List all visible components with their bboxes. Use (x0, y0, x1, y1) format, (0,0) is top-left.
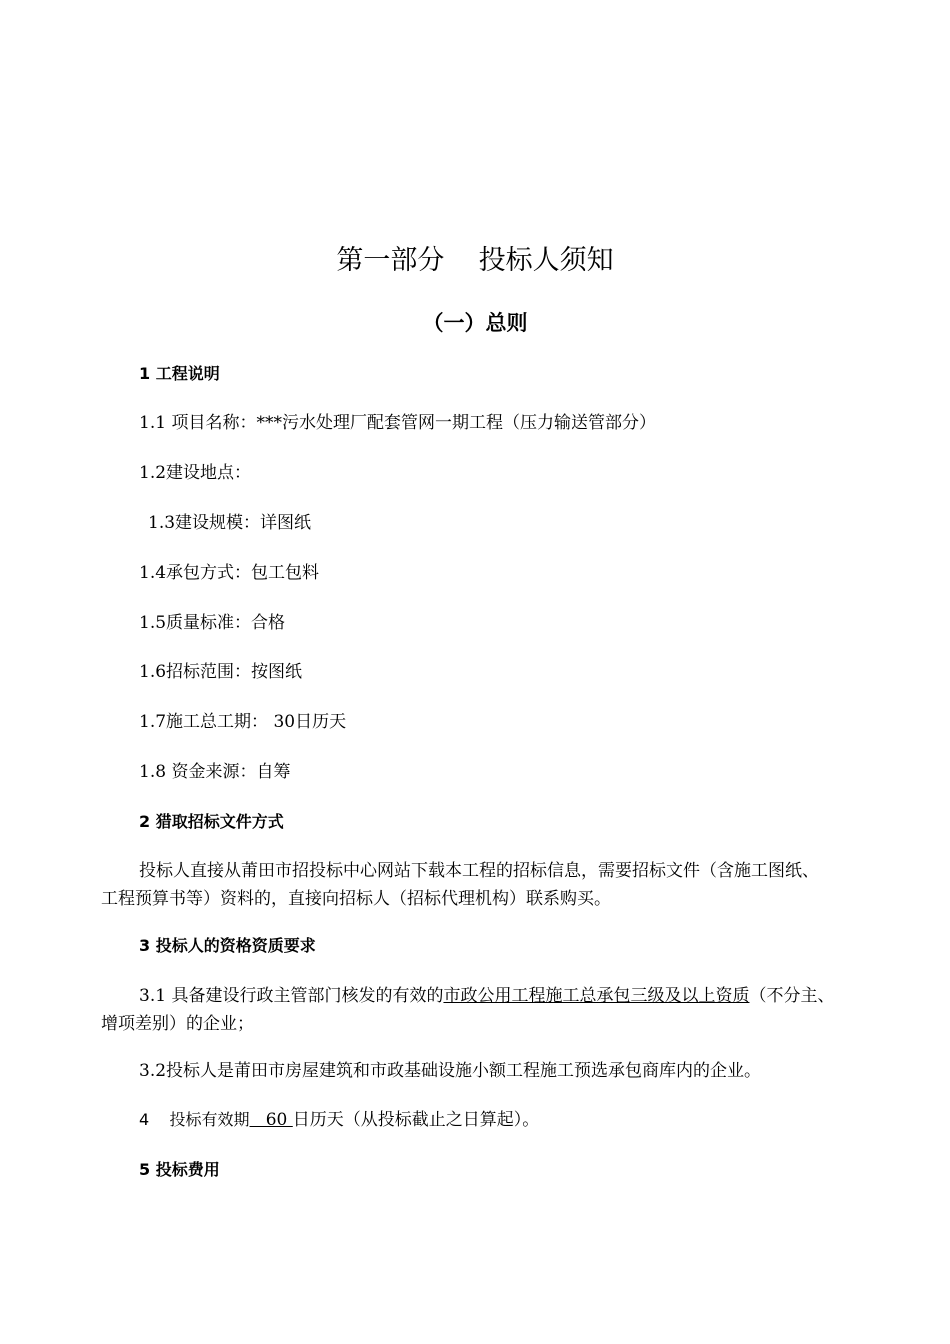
item-1-1-project-name: 1.1 项目名称：***污水处理厂配套管网一期工程（压力输送管部分） (139, 413, 656, 433)
section-2-heading: 2 猎取招标文件方式 (139, 812, 284, 831)
item-1-5-quality: 1.5质量标准：合格 (139, 613, 286, 633)
item-1-6-scope: 1.6招标范围：按图纸 (139, 662, 303, 682)
item-1-7-duration: 1.7施工总工期： 30日历天 (139, 712, 347, 732)
section-4-days-value: 60 (249, 1110, 293, 1130)
item-3-1-qualification (101, 982, 835, 1038)
item-1-8-funding: 1.8 资金来源：自筹 (139, 762, 291, 782)
section-4-suffix: 日历天（从投标截止之日算起）。 (292, 1110, 540, 1130)
item-3-1-required-qualification: 市政公用工程施工总承包三级及以上资质 (443, 986, 750, 1006)
item-1-2-location: 1.2建设地点： (139, 463, 252, 483)
section-5-heading: 5 投标费用 (139, 1160, 220, 1179)
section-3-heading: 3 投标人的资格资质要求 (139, 936, 316, 955)
item-3-1-prefix: 3.1 具备建设行政主管部门核发的有效的 (139, 986, 444, 1006)
section-1-heading: 1 工程说明 (139, 364, 220, 383)
section-4-validity (139, 1108, 539, 1132)
section-subtitle: （一）总则 (422, 311, 528, 335)
section-2-body: 投标人直接从莆田市招投标中心网站下载本工程的招标信息，需要招标文件（含施工图纸、工程预算书等）资料的，直接向招标人（招标代理机构）联系购买。 (101, 861, 819, 909)
item-3-2-contractor-pool: 3.2投标人是莆田市房屋建筑和市政基础设施小额工程施工预选承包商库内的企业。 (139, 1061, 762, 1081)
item-3-1-suffix: （不分主、增项差别）的企业； (101, 986, 835, 1034)
section-4-prefix: 4 投标有效期 (139, 1110, 250, 1129)
document-title: 第一部分 投标人须知 (336, 245, 614, 276)
item-1-3-scale: 1.3建设规模：详图纸 (148, 513, 312, 533)
item-1-4-contract-mode: 1.4承包方式：包工包料 (139, 563, 320, 583)
